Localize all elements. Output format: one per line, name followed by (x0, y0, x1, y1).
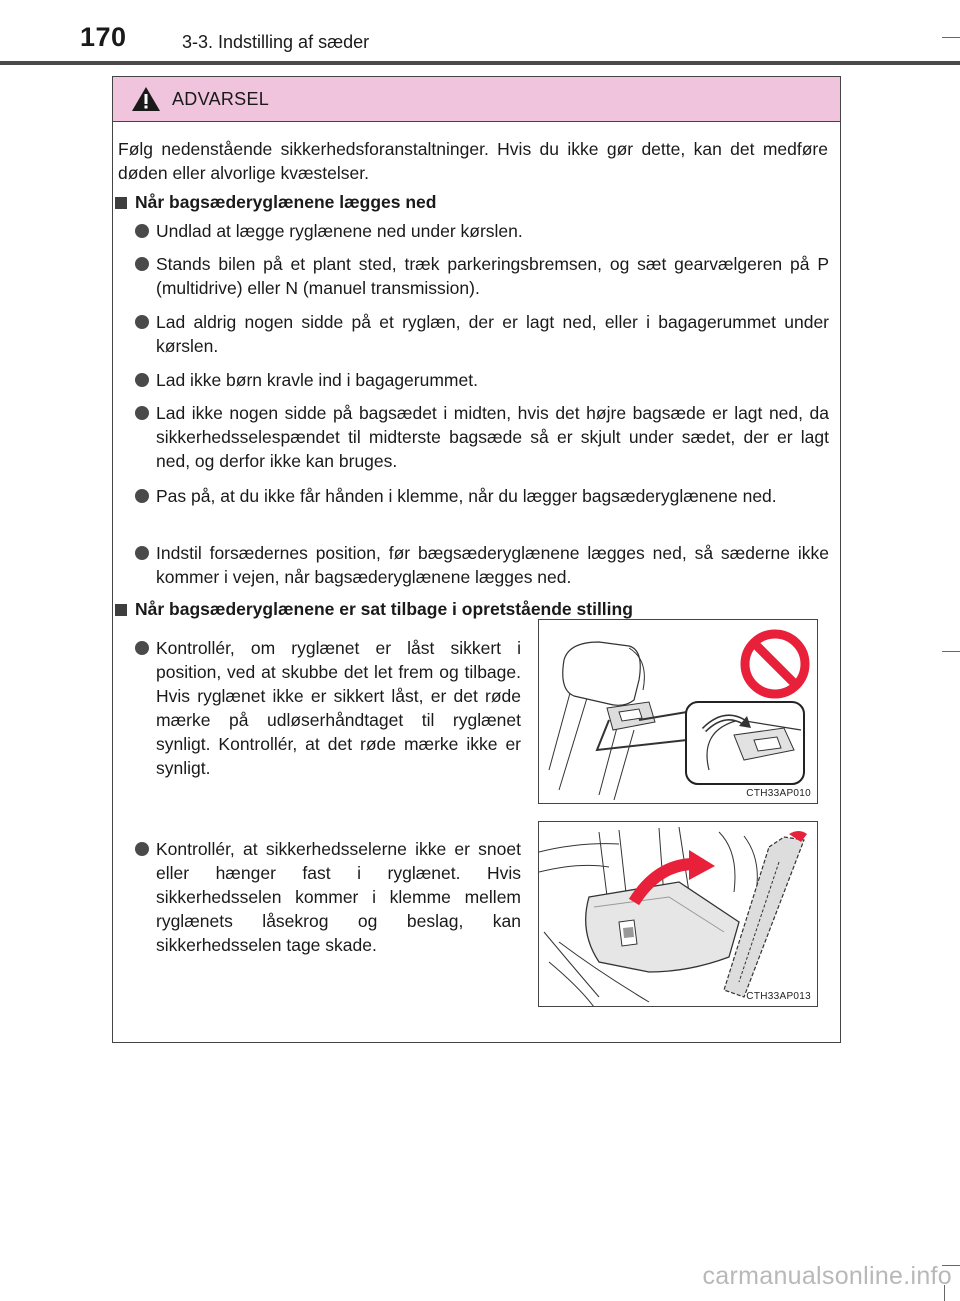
watermark: carmanualsonline.info (702, 1262, 952, 1290)
warning-content (113, 121, 840, 1042)
bullet-dot-icon (135, 842, 149, 856)
bullet-dot-icon (135, 315, 149, 329)
seatbelt-figure (538, 821, 818, 1007)
section2-heading (113, 597, 633, 621)
bullet-dot-icon (135, 546, 149, 560)
warning-title: ADVARSEL (172, 89, 270, 109)
bullet-dot-icon (135, 641, 149, 655)
seat-lock-illustration (539, 620, 818, 804)
list-item: Lad aldrig nogen sidde på et ryglæn, der er lagt ned, eller i bagagerummet under kørslen. (131, 310, 829, 358)
list-item: Indstil forsædernes position, før bægsæderyglænene lægges ned, så sæderne ikke kommer i vejen, når bagsæderyglænene lægges ned. (131, 541, 829, 589)
warning-box (112, 76, 841, 1043)
warning-header (113, 77, 840, 122)
section-title: 3-3. Indstilling af sæder (182, 32, 370, 52)
list-item: Pas på, at du ikke får hånden i klemme, når du lægger bagsæderyglænene ned. (131, 484, 829, 508)
bullet-dot-icon (135, 373, 149, 387)
page-number: 170 (80, 22, 127, 52)
prohibition-icon (745, 634, 805, 694)
list-item: Lad ikke nogen sidde på bagsædet i midten, hvis det højre bagsæde er lagt ned, da sikkerhedsselespændet til midterste bagsæde så er skjult under sædet, der er lagt ned, og derfor ikke kan bruges. (131, 401, 829, 473)
square-bullet-icon (115, 197, 127, 209)
warning-triangle-icon (131, 86, 161, 112)
square-bullet-icon (115, 604, 127, 616)
figure-code: CTH33AP013 (746, 991, 811, 1002)
crop-mark (942, 651, 960, 652)
list-item: Kontrollér, at sikkerhedsselerne ikke er snoet eller hænger fast i ryglænet. Hvis sikkerhedsselen kommer i klemme mellem ryglænets låsekrog og beslag, kan sikkerhedsselen tage skade. (131, 837, 521, 957)
figure-code: CTH33AP010 (746, 788, 811, 799)
seat-lock-figure (538, 619, 818, 804)
bullet-dot-icon (135, 489, 149, 503)
intro-text: Følg nedenstående sikkerhedsforanstaltninger. Hvis du ikke gør dette, kan det medføre døden eller alvorlige kvæstelser. (118, 139, 828, 183)
list-item: Kontrollér, om ryglænet er låst sikkert i position, ved at skubbe det let frem og tilbage. Hvis ryglænet ikke er sikkert låst, er det røde mærke på udløserhåndtaget til ryglænet synligt. Kontrollér, at det røde mærke ikke er synligt. (131, 636, 521, 780)
list-item: Stands bilen på et plant sted, træk parkeringsbremsen, og sæt gearvælgeren på P (multidrive) eller N (manuel transmission). (131, 252, 829, 300)
bullet-dot-icon (135, 224, 149, 238)
seatbelt-illustration (539, 822, 818, 1007)
header-rule (0, 61, 960, 65)
section1-heading-text: Når bagsæderyglænene lægges ned (135, 192, 437, 212)
bullet-dot-icon (135, 406, 149, 420)
crop-mark (942, 37, 960, 38)
bullet-dot-icon (135, 257, 149, 271)
list-item: Lad ikke børn kravle ind i bagagerummet. (131, 368, 829, 392)
list-item: Undlad at lægge ryglænene ned under kørslen. (131, 219, 829, 243)
section2-heading-text: Når bagsæderyglænene er sat tilbage i opretstående stilling (135, 599, 633, 619)
section1-heading (113, 190, 436, 214)
